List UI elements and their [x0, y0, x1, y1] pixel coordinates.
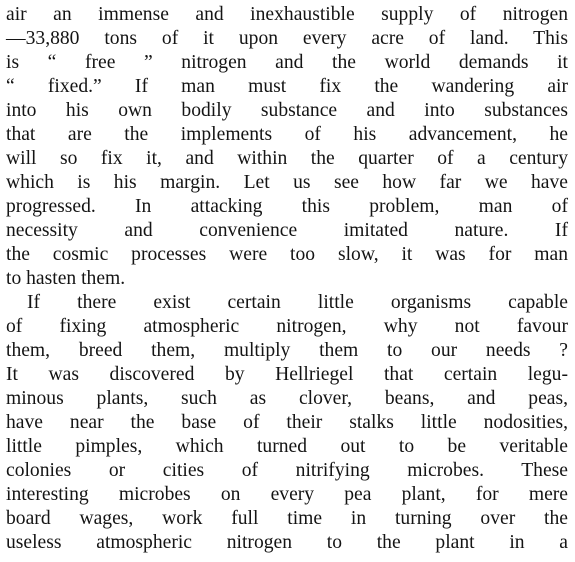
text-line-5: into his own bodily substance and into substances [6, 100, 568, 121]
text-line-2: —33,880 tons of it upon every acre of land. This [6, 28, 568, 49]
text-line-3: is “ free ” nitrogen and the world demands it [6, 52, 568, 73]
text-line-7: will so fix it, and within the quarter of a century [6, 148, 568, 169]
text-line-12: to hasten them. [6, 268, 126, 289]
text-line-21: interesting microbes on every pea plant, for mere [6, 484, 568, 505]
text-line-4: “ fixed.” If man must fix the wandering air [6, 76, 568, 97]
text-line-8: which is his margin. Let us see how far we have [6, 172, 568, 193]
text-line-18: have near the base of their stalks little nodosities, [6, 412, 568, 433]
text-line-22: board wages, work full time in turning over the [6, 508, 568, 529]
text-line-14: of fixing atmospheric nitrogen, why not favour [6, 316, 568, 337]
text-line-11: the cosmic processes were too slow, it was for man [6, 244, 568, 265]
text-line-13: If there exist certain little organisms capable [27, 292, 568, 313]
text-line-23: useless atmospheric nitrogen to the plant in a [6, 532, 568, 553]
text-line-15: them, breed them, multiply them to our needs ? [6, 340, 568, 361]
text-line-20: colonies or cities of nitrifying microbes. These [6, 460, 568, 481]
text-line-19: little pimples, which turned out to be veritable [6, 436, 568, 457]
text-line-1: air an immense and inexhaustible supply of nitrogen [6, 4, 568, 25]
text-line-9: progressed. In attacking this problem, man of [6, 196, 568, 217]
text-line-16: It was discovered by Hellriegel that certain legu- [6, 364, 568, 385]
text-line-17: minous plants, such as clover, beans, and peas, [6, 388, 568, 409]
text-line-6: that are the implements of his advancement, he [6, 124, 568, 145]
text-line-10: necessity and convenience imitated nature. If [6, 220, 568, 241]
